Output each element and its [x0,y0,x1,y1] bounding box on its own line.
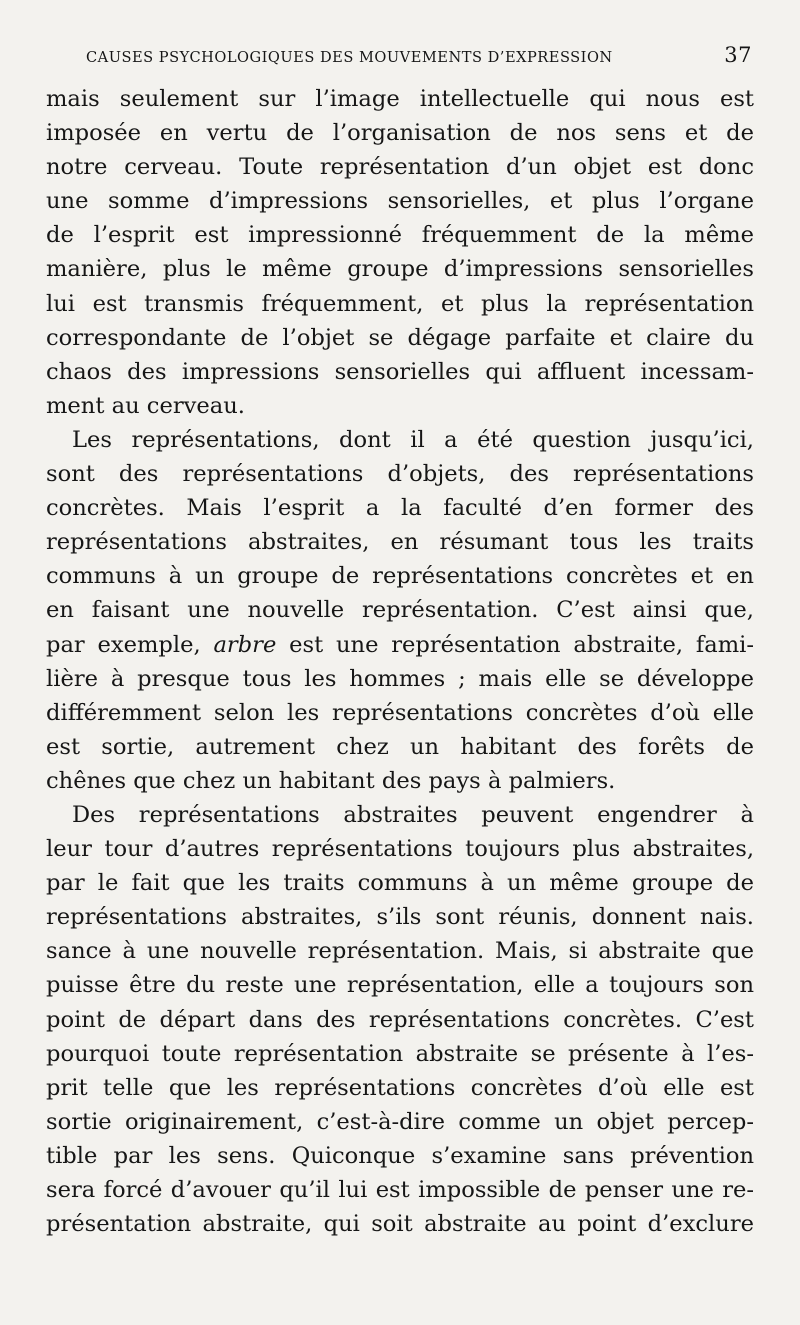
text-line: en faisant une nouvelle représentation. C’est ainsi que, [46,597,754,624]
text-line: point de départ dans des représentations concrètes. C’est [46,1006,754,1033]
text-line: tible par les sens. Quiconque s’examine sans prévention [46,1142,754,1169]
text-line: est sortie, autrement chez un habitant des forêts de [46,733,754,760]
text-line: prit telle que les représentations concrètes d’où elle est [46,1074,754,1101]
text-line: une somme d’impressions sensorielles, et plus l’organe [46,188,754,215]
text-line: par le fait que les traits communs à un même groupe de [46,870,754,897]
text-line: sance à une nouvelle représentation. Mais, si abstraite que [46,938,754,965]
text-line: concrètes. Mais l’esprit a la faculté d’en former des [46,495,754,522]
text-segment: est une représentation abstraite, fami- [276,631,754,658]
paragraph-end-line: chênes que chez un habitant des pays à palmiers. [46,767,616,794]
text-line: leur tour d’autres représentations toujours plus abstraites, [46,836,754,863]
italic-word: arbre [213,631,277,658]
text-line: sont des représentations d’objets, des représentations [46,461,754,488]
text-line: sortie originairement, c’est-à-dire comme un objet percep- [46,1108,754,1135]
paragraph-start-line: Les représentations, dont il a été question jusqu’ici, [72,426,754,453]
text-line: correspondante de l’objet se dégage parfaite et claire du [46,324,754,351]
text-line: imposée en vertu de l’organisation de nos sens et de [46,120,754,147]
text-line: différemment selon les représentations concrètes d’où elle [46,699,754,726]
text-line: représentations abstraites, en résumant tous les traits [46,529,754,556]
text-line: chaos des impressions sensorielles qui affluent incessam- [46,358,754,385]
text-line: lière à presque tous les hommes ; mais elle se développe [46,665,754,692]
text-line: manière, plus le même groupe d’impressions sensorielles [46,256,754,283]
text-segment: par exemple, [46,631,214,658]
text-line-with-italic [46,628,754,662]
running-head [86,43,752,71]
paragraph-end-line: ment au cerveau. [46,392,245,419]
text-line: présentation abstraite, qui soit abstraite au point d’exclure [46,1211,754,1238]
text-line: notre cerveau. Toute représentation d’un objet est donc [46,154,754,181]
paragraph-start-line: Des représentations abstraites peuvent engendrer à [72,801,754,828]
text-line: puisse être du reste une représentation, elle a toujours son [46,972,754,999]
text-line: pourquoi toute représentation abstraite se présente à l’es- [46,1040,754,1067]
page-number: 37 [724,43,752,67]
running-title: CAUSES PSYCHOLOGIQUES DES MOUVEMENTS D’EXPRESSION [86,49,613,66]
body-text [46,82,754,1241]
text-line: mais seulement sur l’image intellectuelle qui nous est [46,86,754,112]
text-line: représentations abstraites, s’ils sont réunis, donnent nais. [46,904,754,931]
text-line: lui est transmis fréquemment, et plus la représentation [46,290,754,317]
text-line: de l’esprit est impressionné fréquemment de la même [46,222,754,249]
text-line: communs à un groupe de représentations concrètes et en [46,563,754,590]
text-line: sera forcé d’avouer qu’il lui est impossible de penser une re- [46,1177,754,1203]
